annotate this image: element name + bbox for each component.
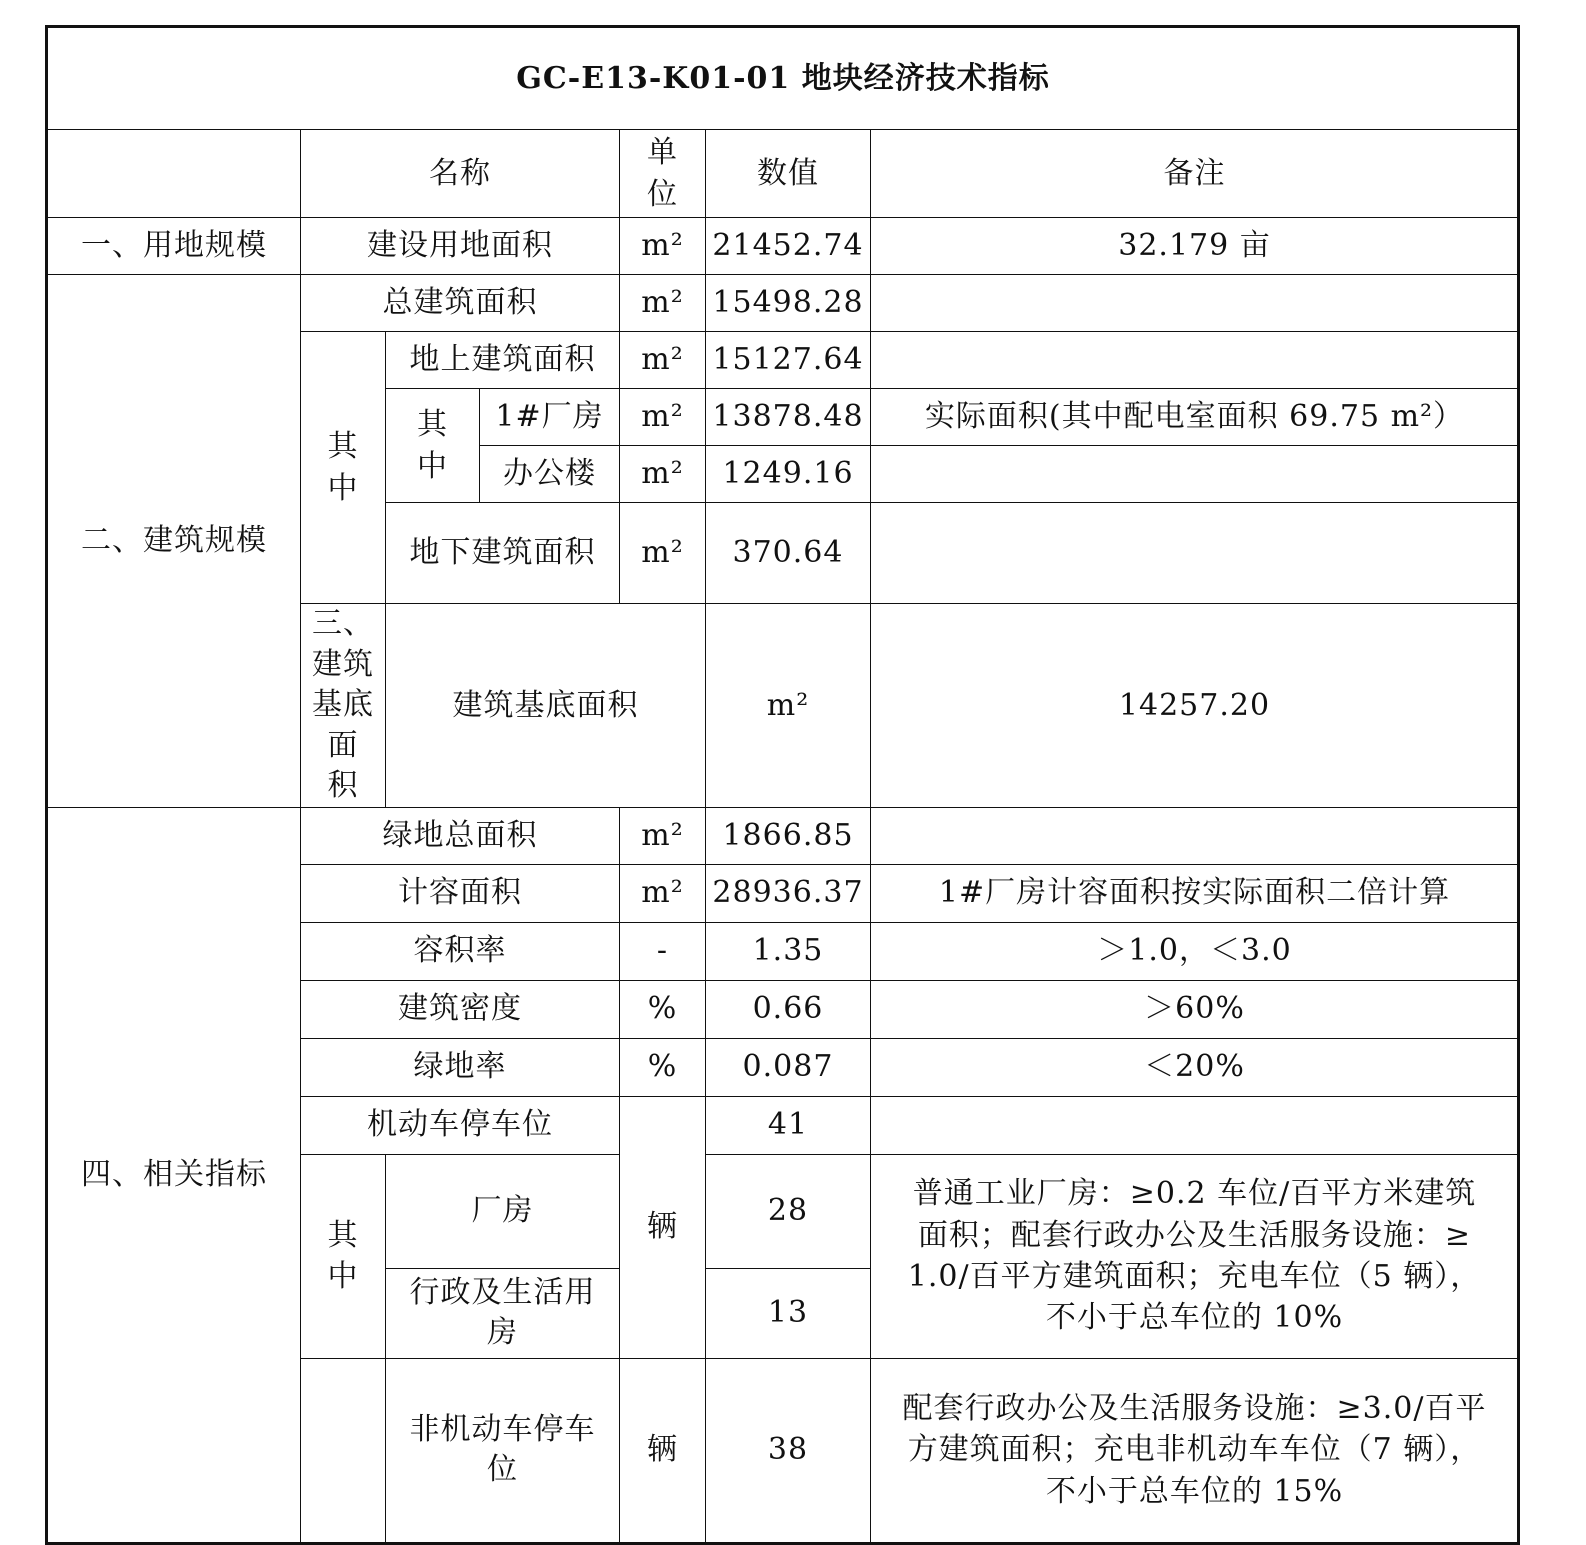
row-name: 建筑密度	[301, 980, 620, 1038]
row-value: 370.64	[706, 503, 871, 604]
row-value: 38	[706, 1358, 871, 1543]
row-name: 绿地率	[301, 1038, 620, 1096]
row-name: 非机动车停车 位	[386, 1358, 620, 1543]
qizhong-label: 其 中	[301, 1154, 386, 1358]
row-name: 行政及生活用 房	[386, 1268, 620, 1358]
row-value: 1866.85	[706, 807, 871, 864]
row-name: 容积率	[301, 922, 620, 980]
row-unit: 辆	[620, 1096, 706, 1358]
row-unit: m²	[620, 503, 706, 604]
row-unit: m²	[620, 275, 706, 332]
page-top-edge	[0, 0, 1586, 8]
row-name: 总建筑面积	[301, 275, 620, 332]
row-name: 建筑基底面积	[386, 604, 706, 808]
qizhong-label: 其 中	[301, 332, 386, 604]
row-name: 厂房	[386, 1154, 620, 1268]
row-value: 13878.48	[706, 389, 871, 446]
row-note: ＞60%	[871, 980, 1519, 1038]
row-note	[871, 332, 1519, 389]
row-value: 0.66	[706, 980, 871, 1038]
row-name: 计容面积	[301, 864, 620, 922]
row-unit: %	[620, 980, 706, 1038]
header-name: 名称	[301, 130, 620, 218]
row-unit: m²	[620, 864, 706, 922]
row-note	[871, 503, 1519, 604]
row-unit: m²	[620, 332, 706, 389]
row-name: 办公楼	[480, 446, 620, 503]
row-unit: m²	[620, 389, 706, 446]
row-unit: m²	[620, 446, 706, 503]
section-label: 一、用地规模	[47, 218, 301, 275]
row-note: ＞1.0，＜3.0	[871, 922, 1519, 980]
section-label: 三、建筑基底面 积	[301, 604, 386, 808]
row-unit: m²	[620, 218, 706, 275]
row-value: 1249.16	[706, 446, 871, 503]
row-value: 14257.20	[871, 604, 1519, 808]
row-note: 配套行政办公及生活服务设施：≥3.0/百平 方建筑面积；充电非机动车车位（7 辆）， 不小于总车位的 15%	[871, 1358, 1519, 1543]
section-label: 四、相关指标	[47, 807, 301, 1543]
table-row	[47, 218, 1519, 275]
table-row	[47, 807, 1519, 864]
blank-cell	[301, 1358, 386, 1543]
row-name: 建设用地面积	[301, 218, 620, 275]
header-value: 数值	[706, 130, 871, 218]
row-value: 28936.37	[706, 864, 871, 922]
row-name: 机动车停车位	[301, 1096, 620, 1154]
row-value: 0.087	[706, 1038, 871, 1096]
row-value: 1.35	[706, 922, 871, 980]
header-blank	[47, 130, 301, 218]
row-note: 1#厂房计容面积按实际面积二倍计算	[871, 864, 1519, 922]
row-note	[871, 1096, 1519, 1154]
row-note: 实际面积(其中配电室面积 69.75 m²）	[871, 389, 1519, 446]
header-unit: 单 位	[620, 130, 706, 218]
row-unit: m²	[620, 807, 706, 864]
row-value: 15127.64	[706, 332, 871, 389]
row-unit: -	[620, 922, 706, 980]
row-note	[871, 807, 1519, 864]
row-unit: %	[620, 1038, 706, 1096]
row-value: 21452.74	[706, 218, 871, 275]
row-note	[871, 275, 1519, 332]
row-value: 15498.28	[706, 275, 871, 332]
qizhong-inner-label: 其 中	[386, 389, 480, 503]
row-value: 28	[706, 1154, 871, 1268]
row-note	[871, 446, 1519, 503]
section-label: 二、建筑规模	[47, 275, 301, 808]
row-name: 地下建筑面积	[386, 503, 620, 604]
row-name: 地上建筑面积	[386, 332, 620, 389]
header-note: 备注	[871, 130, 1519, 218]
row-name: 1#厂房	[480, 389, 620, 446]
row-value: 13	[706, 1268, 871, 1358]
row-note: 32.179 亩	[871, 218, 1519, 275]
row-note: ＜20%	[871, 1038, 1519, 1096]
table-title: GC-E13-K01-01 地块经济技术指标	[47, 27, 1519, 130]
row-note: 普通工业厂房：≥0.2 车位/百平方米建筑 面积；配套行政办公及生活服务设施：≥ 1.0/百平方建筑面积；充电车位（5 辆）， 不小于总车位的 10%	[871, 1154, 1519, 1358]
row-name: 绿地总面积	[301, 807, 620, 864]
row-unit: 辆	[620, 1358, 706, 1543]
row-unit: m²	[706, 604, 871, 808]
table-row	[47, 275, 1519, 332]
row-value: 41	[706, 1096, 871, 1154]
indicator-table	[45, 25, 1520, 1545]
